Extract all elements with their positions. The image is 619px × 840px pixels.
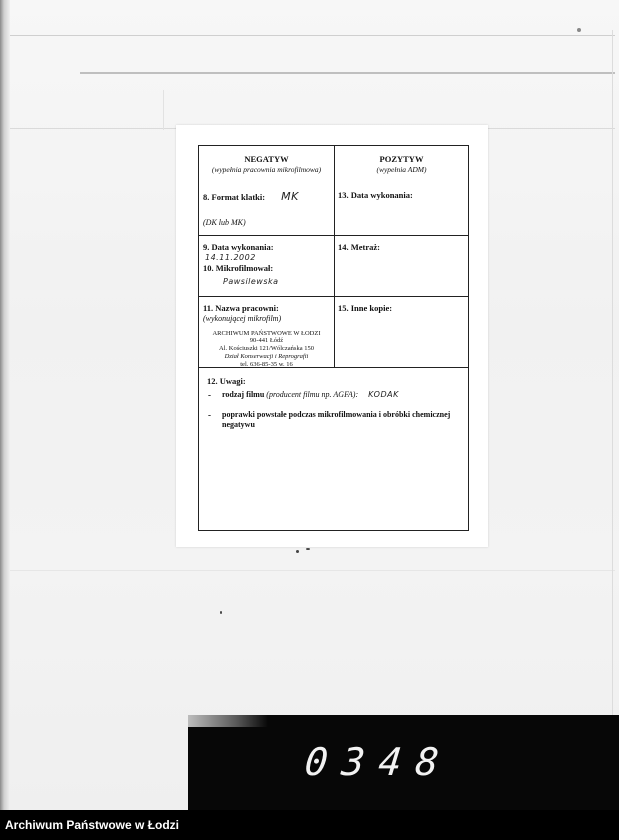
notes-item	[207, 410, 460, 430]
footer-archive-name: Archiwum Państwowe w Łodzi	[5, 818, 180, 832]
metraz-label: 14. Metraż:	[338, 242, 381, 252]
stamp-line: Al. Kościuszki 121/Wólczańska 150	[219, 345, 314, 353]
other-copies-label: 15. Inne kopie:	[338, 303, 393, 313]
notes-cell	[199, 368, 468, 530]
bullet-dash: -	[208, 389, 211, 400]
stamp-line: tel. 636-85-35 w. 16	[240, 360, 293, 368]
film-type-value: KODAK	[368, 389, 399, 399]
negatyw-title: NEGATYW	[244, 154, 289, 164]
date-cell	[199, 236, 335, 296]
footer-bar	[0, 810, 619, 840]
pozytyw-subtitle: (wypełnia ADM)	[376, 164, 427, 174]
notes-item-text	[222, 390, 460, 401]
stamp-line: ARCHIWUM PAŃSTWOWE W ŁODZI	[212, 329, 321, 337]
form-row-date	[199, 236, 468, 297]
frame-number: 0348	[302, 740, 455, 784]
format-hint: (DK lub MK)	[203, 217, 246, 227]
scan-line	[10, 35, 615, 36]
stamp-line: Dział Konserwacji i Reprografii	[224, 353, 309, 361]
format-value: MK	[281, 190, 299, 203]
lab-label: 11. Nazwa pracowni:	[203, 303, 279, 313]
dust-speck	[306, 548, 310, 550]
film-type-hint: (producent filmu np. AGFA):	[266, 389, 359, 399]
notes-item	[207, 390, 460, 401]
lab-hint: (wykonującej mikrofilm)	[203, 313, 282, 323]
form-row-format	[199, 146, 468, 236]
scan-line	[163, 90, 164, 130]
form-row-notes	[199, 368, 468, 530]
microfilmed-by-value: Pawsilewska	[223, 277, 279, 287]
pozytyw-date-label: 13. Data wykonania:	[338, 190, 413, 200]
lab-cell	[199, 297, 335, 367]
negatyw-cell	[199, 146, 335, 235]
registration-dot	[577, 28, 581, 32]
pozytyw-title: POZYTYW	[379, 154, 424, 164]
pozytyw-cell	[335, 146, 468, 235]
corrections-text: poprawki powstałe podczas mikrofilmowania i obróbki chemicznej negatywu	[222, 409, 451, 429]
archive-stamp	[203, 330, 330, 369]
form-row-lab	[199, 297, 468, 368]
other-copies-cell	[335, 297, 468, 367]
scan-line	[10, 570, 615, 571]
dust-speck	[296, 550, 299, 553]
dust-speck	[220, 611, 222, 614]
format-label: 8. Format klatki:	[203, 192, 266, 202]
film-strip-edge	[188, 715, 268, 727]
scan-line	[612, 30, 613, 720]
notes-label: 12. Uwagi:	[207, 376, 246, 386]
negatyw-subtitle: (wypełnia pracownia mikrofilmowa)	[211, 164, 322, 174]
film-type-label: rodzaj filmu	[222, 389, 265, 399]
scan-line	[80, 72, 615, 74]
microfilm-form	[198, 145, 469, 531]
bullet-dash: -	[208, 409, 211, 420]
film-edge-left	[0, 0, 10, 810]
date-label: 9. Data wykonania:	[203, 242, 274, 252]
metraz-cell	[335, 236, 468, 296]
date-value: 14.11.2002	[205, 252, 256, 262]
format-field	[203, 190, 330, 204]
stamp-line: 90-441 Łódź	[249, 337, 284, 345]
microfilmed-by-label: 10. Mikrofilmował:	[203, 262, 274, 273]
